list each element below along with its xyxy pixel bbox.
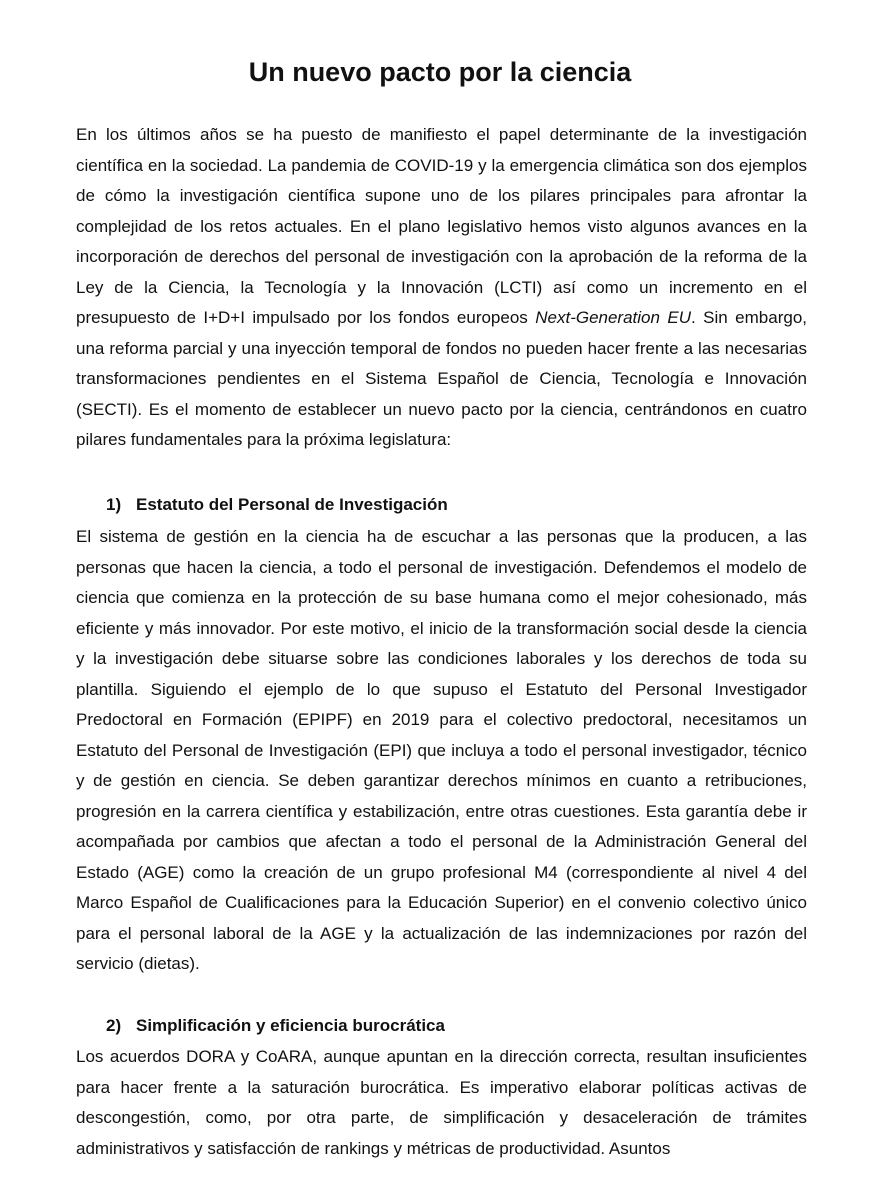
section-2-body: Los acuerdos DORA y CoARA, aunque apuntan en la dirección correcta, resultan insuficientes para hacer frente a la saturación burocrática. Es imperativo elaborar políticas activas de descongestión, como, por otra parte, de simplificación y desaceleración de trámites administrativos y satisfacción de rankings y métricas de productividad. Asuntos	[76, 1047, 807, 1158]
section-2-heading	[106, 1011, 445, 1041]
intro-text-end: . Sin embargo, una reforma parcial y una inyección temporal de fondos no pueden hacer frente a las necesarias transformaciones pendientes en el Sistema Español de Ciencia, Tecnología e Innovación (SECTI). Es el momento de establecer un nuevo pacto por la ciencia, centrándonos en cuatro pilares fundamentales para la próxima legislatura:	[76, 308, 807, 449]
section-1-body: El sistema de gestión en la ciencia ha de escuchar a las personas que la producen, a las personas que hacen la ciencia, a todo el personal de investigación. Defendemos el modelo de ciencia que comienza en la protección de su base humana como el mejor cohesionado, más eficiente y más innovador. Por este motivo, el inicio de la transformación social desde la ciencia y la investigación debe situarse sobre las condiciones laborales y los derechos de toda su plantilla. Siguiendo el ejemplo de lo que supuso el Estatuto del Personal Investigador Predoctoral en Formación (EPIPF) en 2019 para el colectivo predoctoral, necesitamos un Estatuto del Personal de Investigación (EPI) que incluya a todo el personal investigador, técnico y de gestión en ciencia. Se deben garantizar derechos mínimos en cuanto a retribuciones, progresión en la carrera científica y estabilización, entre otras cuestiones. Esta garantía debe ir acompañada por cambios que afectan a todo el personal de la Administración General del Estado (AGE) como la creación de un grupo profesional M4 (correspondiente al nivel 4 del Marco Español de Cualificaciones para la Educación Superior) en el convenio colectivo único para el personal laboral de la AGE y la actualización de las indemnizaciones por razón del servicio (dietas).	[76, 527, 807, 973]
section-1-number: 1)	[106, 495, 122, 514]
intro-italic-term: Next-Generation EU	[535, 308, 692, 327]
section-1-title: Estatuto del Personal de Investigación	[136, 495, 448, 514]
intro-text-start: En los últimos años se ha puesto de manifiesto el papel determinante de la investigación científica en la sociedad. La pandemia de COVID-19 y la emergencia climática son dos ejemplos de cómo la investigación científica supone uno de los pilares principales para afrontar la complejidad de los retos actuales. En el plano legislativo hemos visto algunos avances en la incorporación de derechos del personal de investigación con la aprobación de la reforma de la Ley de la Ciencia, la Tecnología y la Innovación (LCTI) así como un incremento en el presupuesto de I+D+I impulsado por los fondos europeos	[76, 125, 807, 327]
intro-paragraph	[76, 120, 807, 456]
section-2-title: Simplificación y eficiencia burocrática	[136, 1016, 445, 1035]
document-title: Un nuevo pacto por la ciencia	[248, 57, 632, 87]
section-2-number: 2)	[106, 1016, 122, 1035]
section-1-heading	[106, 490, 448, 520]
